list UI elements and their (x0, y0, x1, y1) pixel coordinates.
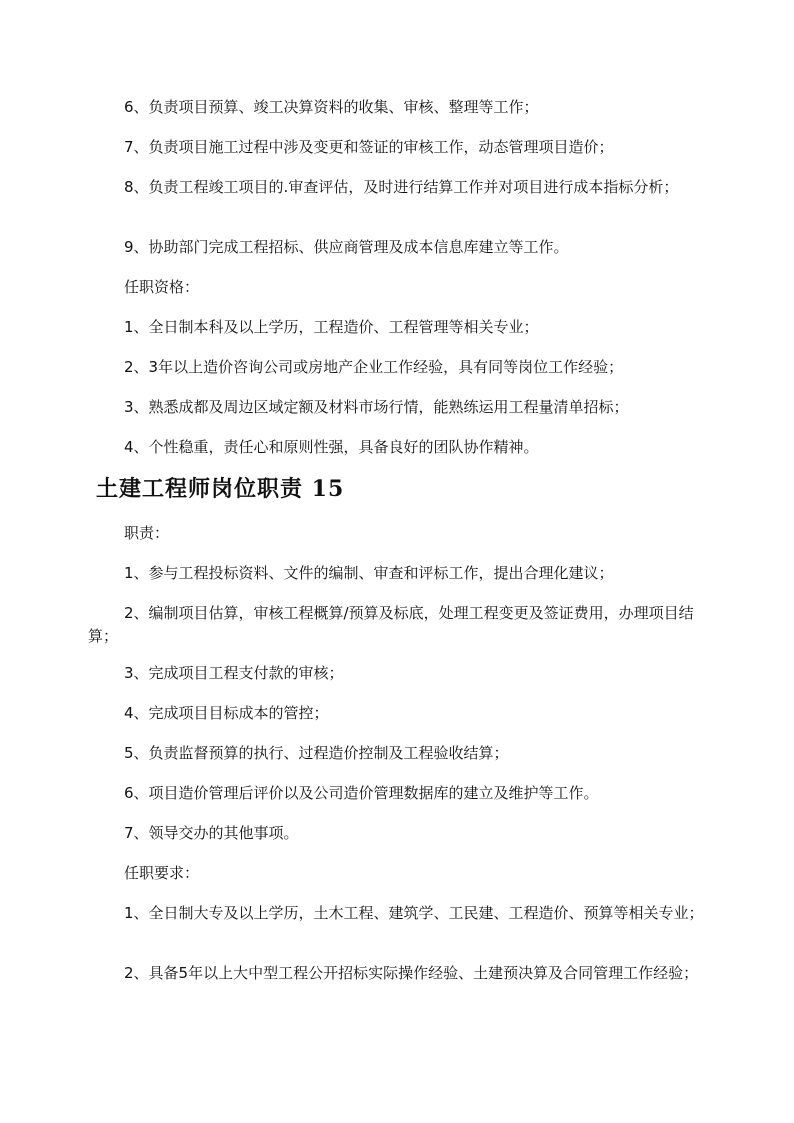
requirement-item-2: 2、具备5年以上大中型工程公开招标实际操作经验、土建预决算及合同管理工作经验； (124, 964, 699, 982)
qualification-item-2: 2、3年以上造价咨询公司或房地产企业工作经验，具有同等岗位工作经验； (124, 358, 624, 376)
duty-item-8: 8、负责工程竣工项目的.审查评估，及时进行结算工作并对项目进行成本指标分析； (124, 178, 679, 196)
requirement-item-1: 1、全日制大专及以上学历，土木工程、建筑学、工民建、工程造价、预算等相关专业； (124, 904, 704, 922)
duty2-item-6: 6、项目造价管理后评价以及公司造价管理数据库的建立及维护等工作。 (124, 784, 599, 802)
qualification-title: 任职资格： (124, 278, 200, 296)
duty-item-7: 7、负责项目施工过程中涉及变更和签证的审核工作，动态管理项目造价； (124, 138, 614, 156)
requirement-title: 任职要求： (124, 864, 200, 882)
duty2-item-4: 4、完成项目目标成本的管控； (124, 704, 329, 722)
duty2-item-1: 1、参与工程投标资料、文件的编制、审查和评标工作，提出合理化建议； (124, 564, 614, 582)
duty2-item-5: 5、负责监督预算的执行、过程造价控制及工程验收结算； (124, 744, 509, 762)
duty-item-6: 6、负责项目预算、竣工决算资料的收集、审核、整理等工作； (124, 98, 539, 116)
duty2-item-7: 7、领导交办的其他事项。 (124, 824, 299, 842)
qualification-item-1: 1、全日制本科及以上学历，工程造价、工程管理等相关专业； (124, 318, 539, 336)
duty-title: 职责： (124, 524, 170, 542)
qualification-item-4: 4、个性稳重，责任心和原则性强，具备良好的团队协作精神。 (124, 438, 539, 456)
section-heading: 土建工程师岗位职责 15 (96, 476, 345, 502)
duty2-item-2: 2、编制项目估算，审核工程概算/预算及标底，处理工程变更及签证费用，办理项目结算； (88, 604, 694, 645)
duty2-item-3: 3、完成项目工程支付款的审核； (124, 664, 344, 682)
qualification-item-3: 3、熟悉成都及周边区域定额及材料市场行情，能熟练运用工程量清单招标； (124, 398, 629, 416)
duty-item-9: 9、协助部门完成工程招标、供应商管理及成本信息库建立等工作。 (124, 238, 569, 256)
